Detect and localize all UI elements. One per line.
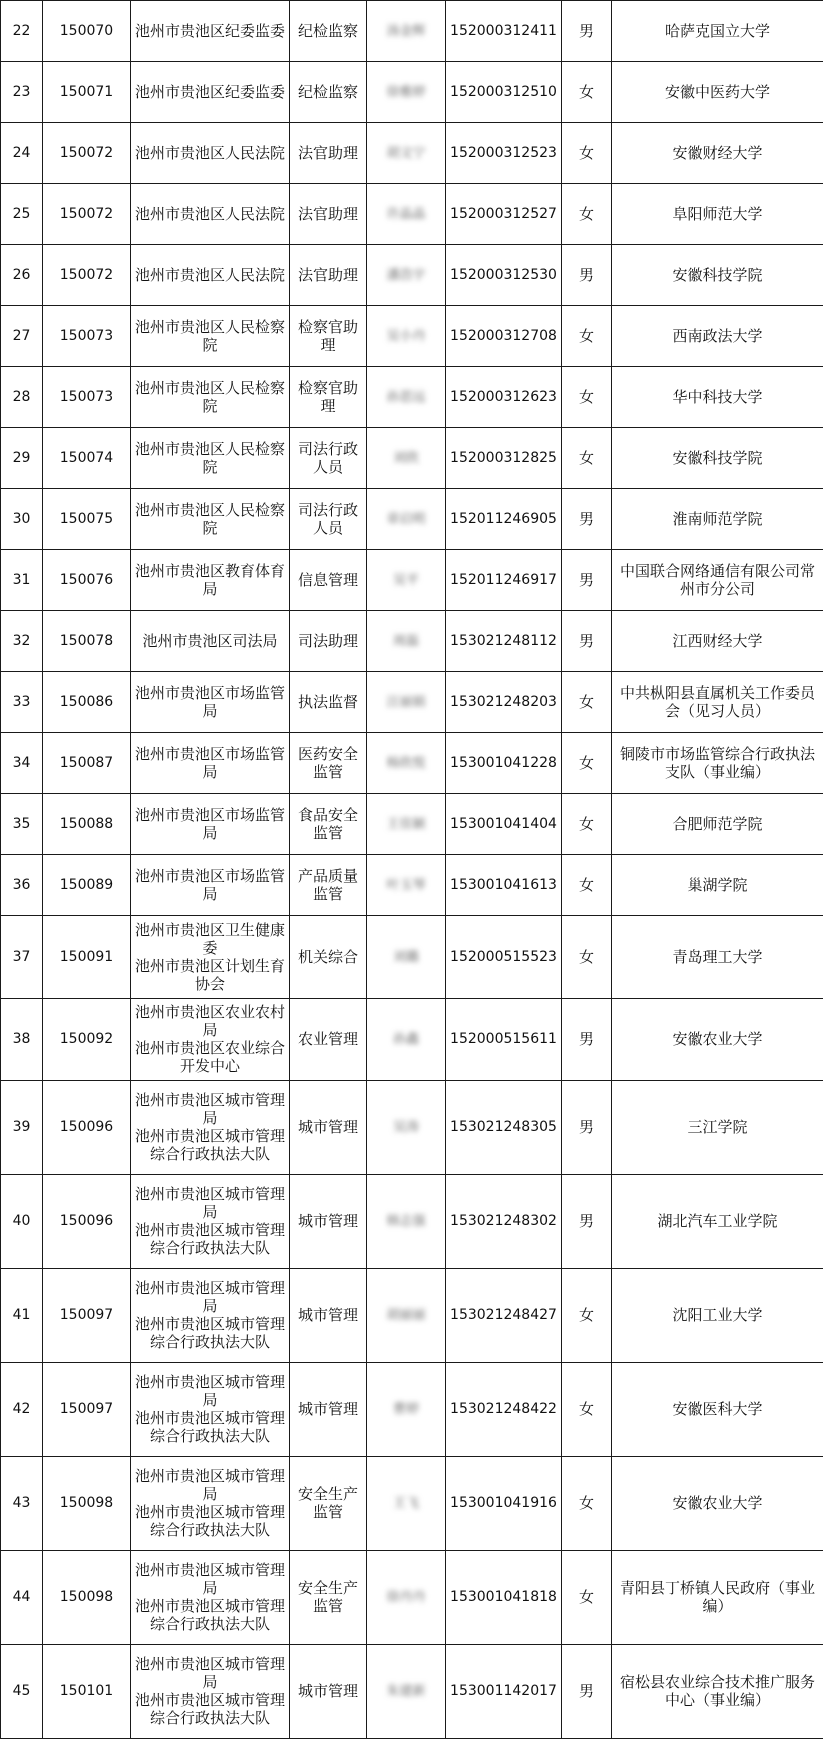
position-code-cell: 150072 [43,123,131,184]
position-code-cell: 150089 [43,855,131,916]
employer-cell: 池州市贵池区人民检察院 [131,428,290,489]
redacted-name: 徐丹丹 [386,1590,426,1606]
seq-cell: 31 [1,550,43,611]
position-name-cell: 城市管理 [290,1174,367,1268]
school-or-employer-cell: 江西财经大学 [612,611,823,672]
employer-cell [131,998,290,1080]
gender-cell: 女 [562,794,612,855]
table-row [1,367,823,428]
table-row [1,489,823,550]
employer-line: 池州市贵池区城市管理综合行政执法大队 [134,1127,285,1164]
school-or-employer-cell: 安徽科技学院 [612,245,823,306]
gender-cell: 女 [562,123,612,184]
employer-line: 池州市贵池区卫生健康委 [134,920,285,957]
employer-line: 池州市贵池区城市管理局 [134,1655,285,1692]
admission-ticket-cell: 153001142017 [446,1644,562,1738]
school-or-employer-cell: 湖北汽车工业学院 [612,1174,823,1268]
gender-cell: 女 [562,733,612,794]
employer-line: 池州市贵池区城市管理综合行政执法大队 [134,1315,285,1352]
table-row [1,1080,823,1174]
position-name-cell: 农业管理 [290,998,367,1080]
table-row [1,1644,823,1738]
position-name-cell: 司法助理 [290,611,367,672]
admission-ticket-cell: 152000312825 [446,428,562,489]
gender-cell: 女 [562,428,612,489]
school-or-employer-cell: 阜阳师范大学 [612,184,823,245]
school-or-employer-cell: 安徽农业大学 [612,1456,823,1550]
school-or-employer-cell: 巢湖学院 [612,855,823,916]
table-row [1,1456,823,1550]
employer-line: 池州市贵池区城市管理局 [134,1185,285,1222]
position-code-cell: 150073 [43,367,131,428]
position-name-cell: 信息管理 [290,550,367,611]
employer-cell: 池州市贵池区市场监管局 [131,733,290,794]
school-or-employer-cell: 安徽医科大学 [612,1362,823,1456]
school-or-employer-cell: 三江学院 [612,1080,823,1174]
candidate-name-cell [367,184,446,245]
candidate-name-cell [367,794,446,855]
candidate-name-cell [367,855,446,916]
redacted-name: 杨欣悦 [386,756,426,772]
school-or-employer-cell: 西南政法大学 [612,306,823,367]
position-name-cell: 城市管理 [290,1268,367,1362]
position-code-cell: 150091 [43,916,131,998]
employer-cell: 池州市贵池区人民检察院 [131,489,290,550]
position-name-cell: 法官助理 [290,123,367,184]
seq-cell: 39 [1,1080,43,1174]
position-name-cell: 检察官助理 [290,367,367,428]
redacted-name: 汤金辉 [386,24,426,40]
candidate-name-cell [367,733,446,794]
candidate-name-cell [367,367,446,428]
redacted-name: 韩志强 [386,1214,426,1230]
seq-cell: 25 [1,184,43,245]
school-or-employer-cell: 安徽财经大学 [612,123,823,184]
gender-cell: 男 [562,611,612,672]
employer-cell: 池州市贵池区纪委监委 [131,62,290,123]
employer-cell [131,1456,290,1550]
redacted-name: 许晶晶 [386,207,426,223]
school-or-employer-cell: 哈萨克国立大学 [612,1,823,62]
admission-ticket-cell: 153021248203 [446,672,562,733]
table-row [1,184,823,245]
table-row [1,245,823,306]
position-code-cell: 150072 [43,184,131,245]
table-row [1,1174,823,1268]
employer-cell [131,1268,290,1362]
school-or-employer-cell: 安徽科技学院 [612,428,823,489]
position-code-cell: 150096 [43,1174,131,1268]
candidate-name-cell [367,1080,446,1174]
admission-ticket-cell: 152000312623 [446,367,562,428]
seq-cell: 22 [1,1,43,62]
table-row [1,62,823,123]
admission-ticket-cell: 152000312523 [446,123,562,184]
admission-ticket-cell: 152011246917 [446,550,562,611]
position-name-cell: 法官助理 [290,245,367,306]
school-or-employer-cell: 沈阳工业大学 [612,1268,823,1362]
employer-line: 池州市贵池区城市管理局 [134,1561,285,1598]
seq-cell: 41 [1,1268,43,1362]
position-name-cell: 纪检监察 [290,62,367,123]
employer-cell: 池州市贵池区市场监管局 [131,794,290,855]
candidate-name-cell [367,62,446,123]
seq-cell: 44 [1,1550,43,1644]
employer-cell: 池州市贵池区人民检察院 [131,367,290,428]
redacted-name: 王佳颖 [386,817,426,833]
admission-ticket-cell: 152000312530 [446,245,562,306]
school-or-employer-cell: 宿松县农业综合技术推广服务中心（事业编） [612,1644,823,1738]
employer-line: 池州市贵池区农业综合开发中心 [134,1039,285,1076]
redacted-name: 吴平 [392,573,419,589]
admission-ticket-cell: 153021248305 [446,1080,562,1174]
redacted-name: 刘欣 [392,451,419,467]
position-name-cell: 司法行政人员 [290,489,367,550]
employer-line: 池州市贵池区城市管理综合行政执法大队 [134,1691,285,1728]
employer-line: 池州市贵池区城市管理综合行政执法大队 [134,1409,285,1446]
seq-cell: 42 [1,1362,43,1456]
employer-cell: 池州市贵池区教育体育局 [131,550,290,611]
gender-cell: 女 [562,62,612,123]
redacted-name: 曹婷 [392,1402,419,1418]
school-or-employer-cell: 安徽中医药大学 [612,62,823,123]
seq-cell: 43 [1,1456,43,1550]
gender-cell: 女 [562,916,612,998]
candidate-name-cell [367,428,446,489]
gender-cell: 男 [562,1644,612,1738]
school-or-employer-cell: 中共枞阳县直属机关工作委员会（见习人员） [612,672,823,733]
employer-cell [131,916,290,998]
position-name-cell: 产品质量监管 [290,855,367,916]
candidate-name-cell [367,550,446,611]
gender-cell: 女 [562,367,612,428]
redacted-name: 刘璐 [392,949,419,965]
position-code-cell: 150075 [43,489,131,550]
position-name-cell: 城市管理 [290,1362,367,1456]
position-code-cell: 150092 [43,998,131,1080]
position-name-cell: 法官助理 [290,184,367,245]
redacted-name: 吴涛 [392,1120,419,1136]
seq-cell: 45 [1,1644,43,1738]
candidate-name-cell [367,1550,446,1644]
candidate-name-cell [367,1644,446,1738]
position-name-cell: 食品安全监管 [290,794,367,855]
gender-cell: 男 [562,1174,612,1268]
redacted-name: 胡文宁 [386,146,426,162]
redacted-name: 周磊 [392,634,419,650]
candidate-name-cell [367,916,446,998]
gender-cell: 女 [562,306,612,367]
seq-cell: 40 [1,1174,43,1268]
seq-cell: 35 [1,794,43,855]
seq-cell: 33 [1,672,43,733]
redacted-name: 徐雅婷 [386,85,426,101]
position-code-cell: 150088 [43,794,131,855]
position-name-cell: 机关综合 [290,916,367,998]
employer-cell: 池州市贵池区人民法院 [131,184,290,245]
candidate-name-cell [367,245,446,306]
redacted-name: 潘浩宇 [386,268,426,284]
candidate-name-cell [367,1456,446,1550]
table-row [1,1268,823,1362]
school-or-employer-cell: 铜陵市市场监管综合行政执法支队（事业编） [612,733,823,794]
school-or-employer-cell: 淮南师范学院 [612,489,823,550]
seq-cell: 24 [1,123,43,184]
candidate-name-cell [367,123,446,184]
position-code-cell: 150096 [43,1080,131,1174]
position-code-cell: 150097 [43,1362,131,1456]
admission-ticket-cell: 153021248112 [446,611,562,672]
table-row [1,672,823,733]
admission-ticket-cell: 152000312527 [446,184,562,245]
admission-ticket-cell: 153001041916 [446,1456,562,1550]
position-code-cell: 150074 [43,428,131,489]
employer-line: 池州市贵池区计划生育协会 [134,956,285,993]
employer-line: 池州市贵池区城市管理局 [134,1091,285,1128]
admission-ticket-cell: 152000515611 [446,998,562,1080]
employer-line: 池州市贵池区农业农村局 [134,1003,285,1040]
admission-ticket-cell: 152000515523 [446,916,562,998]
seq-cell: 28 [1,367,43,428]
gender-cell: 男 [562,489,612,550]
candidate-name-cell [367,611,446,672]
admission-ticket-cell: 152000312411 [446,1,562,62]
employer-cell: 池州市贵池区人民法院 [131,245,290,306]
employer-cell: 池州市贵池区市场监管局 [131,855,290,916]
seq-cell: 32 [1,611,43,672]
redacted-name: 王飞 [392,1496,419,1512]
gender-cell: 男 [562,1080,612,1174]
table-row [1,1362,823,1456]
position-name-cell: 检察官助理 [290,306,367,367]
admission-ticket-cell: 153001041613 [446,855,562,916]
candidate-name-cell [367,672,446,733]
gender-cell: 女 [562,1550,612,1644]
admission-ticket-cell: 153021248302 [446,1174,562,1268]
candidate-name-cell [367,1268,446,1362]
position-code-cell: 150070 [43,1,131,62]
position-code-cell: 150071 [43,62,131,123]
position-code-cell: 150098 [43,1456,131,1550]
position-code-cell: 150073 [43,306,131,367]
position-code-cell: 150098 [43,1550,131,1644]
employer-line: 池州市贵池区城市管理综合行政执法大队 [134,1221,285,1258]
table-row [1,550,823,611]
employer-cell [131,1080,290,1174]
employer-cell [131,1644,290,1738]
position-name-cell: 执法监督 [290,672,367,733]
employer-cell: 池州市贵池区市场监管局 [131,672,290,733]
seq-cell: 37 [1,916,43,998]
employer-line: 池州市贵池区城市管理局 [134,1373,285,1410]
employer-cell: 池州市贵池区司法局 [131,611,290,672]
table-body [1,1,823,1739]
employer-cell [131,1362,290,1456]
position-code-cell: 150076 [43,550,131,611]
gender-cell: 女 [562,1268,612,1362]
position-code-cell: 150097 [43,1268,131,1362]
admission-ticket-cell: 152000312708 [446,306,562,367]
seq-cell: 30 [1,489,43,550]
position-name-cell: 城市管理 [290,1080,367,1174]
admission-ticket-cell: 153021248427 [446,1268,562,1362]
position-code-cell: 150072 [43,245,131,306]
seq-cell: 23 [1,62,43,123]
gender-cell: 男 [562,998,612,1080]
school-or-employer-cell: 中国联合网络通信有限公司常州市分公司 [612,550,823,611]
gender-cell: 女 [562,184,612,245]
candidate-name-cell [367,1174,446,1268]
table-row [1,306,823,367]
gender-cell: 男 [562,550,612,611]
table-row [1,1550,823,1644]
admission-ticket-cell: 153001041228 [446,733,562,794]
school-or-employer-cell: 合肥师范学院 [612,794,823,855]
employer-line: 池州市贵池区城市管理综合行政执法大队 [134,1597,285,1634]
gender-cell: 女 [562,672,612,733]
admission-ticket-cell: 153001041818 [446,1550,562,1644]
table-row [1,794,823,855]
position-code-cell: 150087 [43,733,131,794]
table-row [1,1,823,62]
position-code-cell: 150101 [43,1644,131,1738]
position-name-cell: 安全生产监管 [290,1550,367,1644]
school-or-employer-cell: 华中科技大学 [612,367,823,428]
redacted-name: 汪丽娟 [386,695,426,711]
table-row [1,611,823,672]
position-name-cell: 城市管理 [290,1644,367,1738]
gender-cell: 男 [562,245,612,306]
redacted-name: 孙鑫 [392,1032,419,1048]
candidate-name-cell [367,489,446,550]
employer-line: 池州市贵池区城市管理局 [134,1467,285,1504]
gender-cell: 女 [562,855,612,916]
redacted-name: 吴小丹 [386,329,426,345]
seq-cell: 29 [1,428,43,489]
school-or-employer-cell: 安徽农业大学 [612,998,823,1080]
seq-cell: 34 [1,733,43,794]
seq-cell: 27 [1,306,43,367]
employer-line: 池州市贵池区城市管理局 [134,1279,285,1316]
employer-line: 池州市贵池区城市管理综合行政执法大队 [134,1503,285,1540]
table-row [1,733,823,794]
redacted-name: 孙思远 [386,390,426,406]
employer-cell: 池州市贵池区人民法院 [131,123,290,184]
table-row [1,123,823,184]
admission-ticket-cell: 152000312510 [446,62,562,123]
position-code-cell: 150086 [43,672,131,733]
seq-cell: 38 [1,998,43,1080]
employer-cell: 池州市贵池区纪委监委 [131,1,290,62]
table-row [1,916,823,998]
candidate-name-cell [367,306,446,367]
employer-cell: 池州市贵池区人民检察院 [131,306,290,367]
gender-cell: 女 [562,1362,612,1456]
table-row [1,855,823,916]
employer-cell [131,1174,290,1268]
table-row [1,428,823,489]
redacted-name: 章启明 [386,512,426,528]
employer-cell [131,1550,290,1644]
redacted-name: 叶玉琴 [386,878,426,894]
redacted-name: 朱建新 [386,1684,426,1700]
redacted-name: 胡丽丽 [386,1308,426,1324]
gender-cell: 男 [562,1,612,62]
candidate-name-cell [367,1362,446,1456]
admission-ticket-cell: 152011246905 [446,489,562,550]
position-name-cell: 医药安全监管 [290,733,367,794]
position-code-cell: 150078 [43,611,131,672]
position-name-cell: 纪检监察 [290,1,367,62]
candidate-name-cell [367,1,446,62]
school-or-employer-cell: 青阳县丁桥镇人民政府（事业编） [612,1550,823,1644]
seq-cell: 26 [1,245,43,306]
position-name-cell: 安全生产监管 [290,1456,367,1550]
admission-ticket-cell: 153021248422 [446,1362,562,1456]
seq-cell: 36 [1,855,43,916]
gender-cell: 女 [562,1456,612,1550]
table-row [1,998,823,1080]
school-or-employer-cell: 青岛理工大学 [612,916,823,998]
admission-ticket-cell: 153001041404 [446,794,562,855]
candidate-name-cell [367,998,446,1080]
position-name-cell: 司法行政人员 [290,428,367,489]
